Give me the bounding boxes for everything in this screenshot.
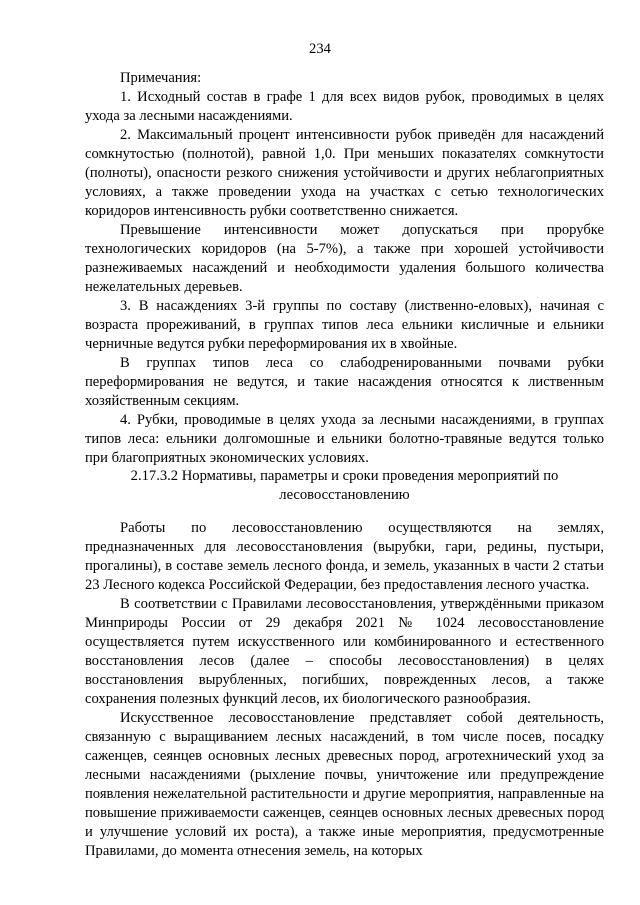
- note-paragraph: 2. Максимальный процент интенсивности рубок приведён для насаждений сомкнутостью (полнотой), равной 1,0. При меньших показателях сомкнутости (полноты), опасности резкого снижения устойчивости и других неблагоприятных условиях, а также проведении ухода на участках с сетью технологических коридоров интенсивность рубки соответственно снижается.: [85, 127, 604, 219]
- body-paragraph: Искусственное лесовосстановление представляет собой деятельность, связанную с выращиванием лесных насаждений, в том числе посев, посадку саженцев, сеянцев основных лесных древесных пород, агротехнический уход за лесными насаждениями (рыхление почвы, уничтожение или предупреждение появления нежелательной растительности и другие мероприятия, направленные на повышение приживаемости саженцев, сеянцев основных лесных древесных пород и улучшение условий их роста), а также иные мероприятия, предусмотренные Правилами, до момента отнесения земель, на которых: [85, 710, 604, 859]
- section-heading: [85, 467, 604, 505]
- note-paragraph: 1. Исходный состав в графе 1 для всех видов рубок, проводимых в целях ухода за лесными насаждениями.: [85, 89, 604, 124]
- body-paragraph: Работы по лесовосстановлению осуществляются на землях, предназначенных для лесовосстановления (вырубки, гари, редины, пустыри, прогалины), в составе земель лесного фонда, и земель, указанных в части 2 статьи 23 Лесного кодекса Российской Федерации, без предоставления лесного участка.: [85, 520, 604, 593]
- notes-title: Примечания:: [120, 70, 202, 86]
- notes-block: [85, 69, 604, 468]
- section-heading-line: 2.17.3.2 Нормативы, параметры и сроки проведения мероприятий по: [130, 468, 559, 484]
- note-paragraph: В группах типов леса со слабодренированными почвами рубки переформирования не ведутся, и такие насаждения относятся к лиственным хозяйственным секциям.: [85, 355, 604, 409]
- body-paragraph: В соответствии с Правилами лесовосстановления, утверждёнными приказом Минприроды России от 29 декабря 2021 № 1024 лесовосстановление осуществляется путем искусственного или комбинированного и естественного восстановления лесов (далее – способы лесовосстановления) в целях восстановления вырубленных, погибших, поврежденных лесов, а также сохранения полезных функций лесов, их биологического разнообразия.: [85, 596, 604, 707]
- note-paragraph: 3. В насаждениях 3-й группы по составу (лиственно-еловых), начиная с возраста прореживаний, в группах типов леса ельники кисличные и ельники черничные ведутся рубки переформирования их в хвойные.: [85, 298, 604, 352]
- note-paragraph: 4. Рубки, проводимые в целях ухода за лесными насаждениями, в группах типов леса: ельники долгомошные и ельники болотно-травяные ведутся только при благоприятных экономических условиях.: [85, 412, 604, 466]
- section-body: [85, 519, 604, 861]
- page-number: 234: [309, 41, 331, 57]
- note-paragraph: Превышение интенсивности может допускаться при прорубке технологических коридоров (на 5-7%), а также при хорошей устойчивости разнеживаемых насаждений и необходимости удаления большого количества нежелательных деревьев.: [85, 222, 604, 295]
- section-heading-line: лесовосстановлению: [279, 487, 410, 503]
